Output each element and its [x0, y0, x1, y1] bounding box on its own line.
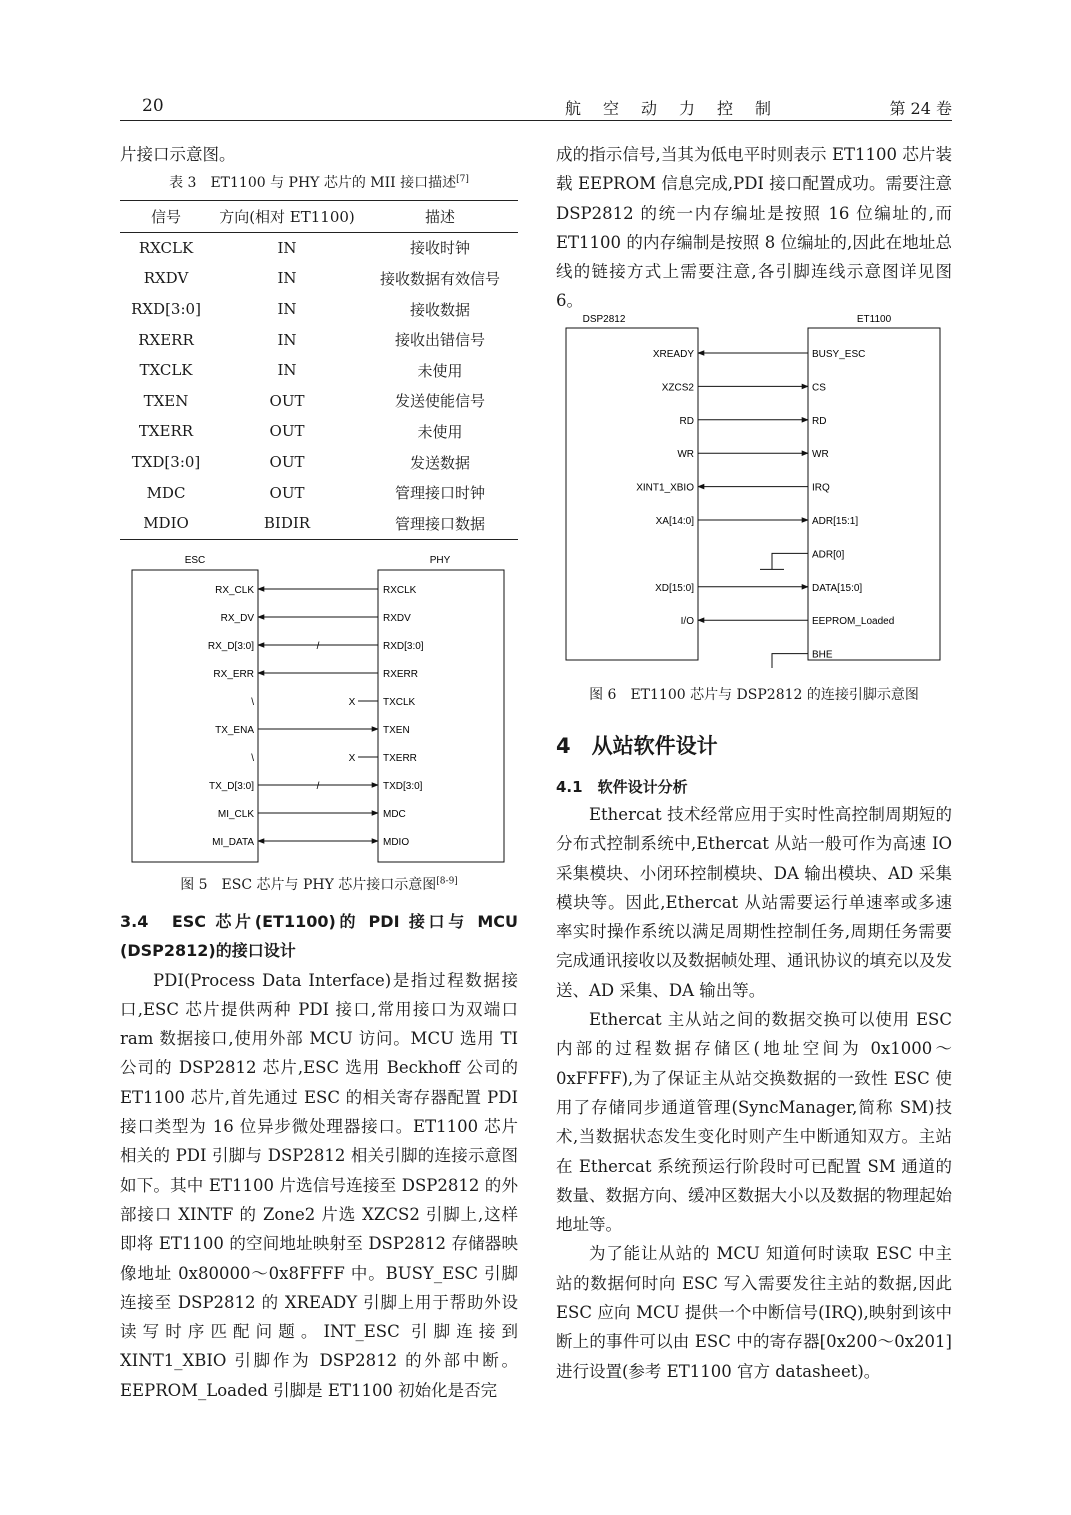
fig6-et-pin-label: ADR[15:1] [812, 516, 859, 527]
table-row [120, 447, 518, 478]
table-cell: 管理接口时钟 [394, 484, 485, 503]
table-cell: RXDV [143, 269, 189, 288]
fig6-ground-symbol [760, 553, 808, 569]
fig6-dsp-box [566, 328, 698, 660]
fig5-nc-mark: X [348, 697, 356, 708]
table-body [120, 232, 518, 539]
running-header [120, 96, 952, 121]
table-cell: TXEN [143, 391, 189, 410]
table-cell: 发送数据 [409, 453, 470, 472]
section-3-4-heading-line1: 3.4 ESC 芯片(ET1100)的 PDI 接口与 MCU [120, 912, 518, 931]
fig6-et-pin-label: BHE [812, 649, 833, 661]
fig5-phy-pin-label: TXCLK [383, 697, 416, 708]
table-cell: MDIO [143, 514, 189, 533]
fig6-dsp-pin-label: XZCS2 [661, 382, 694, 394]
section-3-4-heading-line2: (DSP2812)的接口设计 [120, 941, 296, 961]
fig5-esc-pin-label: \ [251, 753, 254, 764]
fig5-phy-pin-label: RXCLK [383, 585, 417, 596]
table-cell: OUT [269, 391, 305, 410]
table-cell: 接收数据 [409, 300, 470, 319]
fig6-dsp-pin-label: RD [679, 415, 694, 427]
section-4-1-heading: 4.1 软件设计分析 [556, 778, 688, 796]
fig5-esc-pin-label: RX_ERR [213, 669, 254, 680]
table-cell: 未使用 [417, 422, 463, 441]
journal-title: 航空动力控制 [565, 99, 794, 118]
fig6-et-pin-label: DATA[15:0] [812, 582, 863, 594]
table-cell: RXCLK [138, 238, 194, 257]
table-cell: 接收数据有效信号 [379, 269, 500, 288]
fig5-esc-pin-label: MI_CLK [217, 809, 254, 820]
table-cell: MDC [146, 483, 186, 502]
fig6-ground-symbol [760, 654, 808, 668]
table-cell: 发送使能信号 [394, 392, 485, 411]
fig5-phy-pin-label: RXD[3:0] [383, 641, 424, 652]
table-cell: BIDIR [263, 514, 311, 533]
volume-label: 第 24 卷 [889, 99, 952, 118]
table-cell: IN [277, 238, 297, 257]
fig5-phy-pin-label: TXEN [383, 725, 410, 736]
fig5-phy-pin-label: TXD[3:0] [383, 781, 423, 792]
table3 [120, 200, 518, 540]
table-cell: IN [277, 300, 297, 319]
fig5-esc-pin-label: TX_D[3:0] [208, 781, 254, 792]
fig6-et-pin-label: IRQ [812, 482, 830, 494]
fig5-esc-title: ESC [184, 555, 206, 566]
left-intro: 片接口示意图。 [120, 145, 236, 164]
fig6-et-pin-label: WR [812, 449, 829, 461]
table3-caption: 表 3 ET1100 与 PHY 芯片的 MII 接口描述[7] [169, 174, 469, 191]
section-4-1-paragraph-3: 为了能让从站的 MCU 知道何时读取 ESC 中主站的数据何时向 ESC 写入需要发往主站的数据,因此 ESC 应向 MCU 提供一个中断信号(IRQ),映射到该中断上的事件可以由 ESC 中的寄存器[0x200～0x201]进行设置(参考 ET1100 官方 datasheet)。 [556, 1244, 952, 1381]
table-row [120, 324, 518, 355]
fig6-dsp-pin-label: XD[15:0] [655, 582, 694, 594]
table-cell: IN [277, 269, 297, 288]
section-4-1-paragraph-1: Ethercat 技术经常应用于实时性高控制周期短的分布式控制系统中,Ethercat 从站一般可作为高速 IO 采集模块、小闭环控制模块、DA 输出模块、AD 采集模块等。因此,Ethercat 从站需要运行单速率或多速率实时操作系统以满足周期性控制任务,周期任务需要完成通讯接收以及数据帧处理、通讯协议的填充以及发送、AD 采集、DA 输出等。 [556, 805, 952, 1000]
table-cell: 管理接口数据 [394, 514, 485, 533]
fig6-dsp-pin-label: XINT1_XBIO [636, 482, 694, 494]
table-header-row [120, 201, 518, 233]
table-cell: TXERR [138, 422, 194, 441]
fig5-nc-mark: X [348, 753, 356, 764]
table-row [120, 477, 518, 508]
fig6-dsp-pin-label: I/O [680, 616, 694, 628]
fig6-et-pin-label: ADR[0] [812, 549, 845, 561]
fig6-et-pin-label: RD [812, 415, 827, 427]
fig6-et-pin-label: EEPROM_Loaded [812, 616, 895, 628]
fig5-bus-mark: / [316, 781, 320, 792]
table-cell: OUT [269, 483, 305, 502]
fig5-phy-pin-label: TXERR [383, 753, 417, 764]
table-header-cell: 方向(相对 ET1100) [219, 207, 355, 226]
fig5-phy-pin-label: RXDV [383, 613, 411, 624]
fig6-et-title: ET1100 [856, 314, 892, 325]
table-row [120, 386, 518, 417]
table-row [120, 355, 518, 386]
figure6-caption: 图 6 ET1100 芯片与 DSP2812 的连接引脚示意图 [589, 687, 919, 703]
table-row [120, 416, 518, 447]
fig5-esc-pin-label: \ [251, 697, 254, 708]
fig5-phy-pin-label: MDIO [383, 837, 410, 848]
fig6-dsp-title: DSP2812 [582, 314, 626, 325]
table-cell: 接收出错信号 [394, 331, 485, 350]
section-4-heading: 4 从站软件设计 [556, 734, 718, 758]
fig5-esc-pin-label: RX_CLK [215, 585, 254, 596]
table-row [120, 294, 518, 325]
figure6-diagram [556, 308, 952, 668]
section-3-4-paragraph: PDI(Process Data Interface)是指过程数据接口,ESC 芯片提供两种 PDI 接口,常用接口为双端口 ram 数据接口,使用外部 MCU 访问。MCU 选用 TI 公司的 DSP2812 芯片,ESC 选用 Beckhoff 公司的 ET1100 芯片,首先通过 ESC 的相关寄存器配置 PDI 接口类型为 16 位异步微处理器接口。ET1100 芯片相关的 PDI 引脚与 DSP2812 相关引脚的连接示意图如下。其中 ET1100 片选信号连接至 DSP2812 的外部接口 XINTF 的 Zone2 片选 XZCS2 引脚上,这样即将 ET1100 的空间地址映射至 DSP2812 存储器映像地址 0x80000～0x8FFFF 中。BUSY_ESC 引脚连接至 DSP2812 的 XREADY 引脚上用于帮助外设读写时序匹配问题。INT_ESC 引脚连接到 XINT1_XBIO 引脚作为 DSP2812 的外部中断。EEPROM_Loaded 引脚是 ET1100 初始化是否完 [120, 970, 518, 1400]
table-cell: IN [277, 330, 297, 349]
fig6-et-pin-label: CS [812, 382, 826, 394]
table-cell: 接收时钟 [409, 239, 470, 258]
table-cell: RXD[3:0] [131, 300, 201, 319]
fig5-esc-pin-label: MI_DATA [212, 837, 254, 848]
fig5-esc-pin-label: TX_ENA [215, 725, 254, 736]
fig6-dsp-pin-label: WR [677, 449, 694, 461]
table-header-cell: 描述 [424, 207, 455, 226]
fig6-et-box [808, 328, 940, 660]
right-intro: 成的指示信号,当其为低电平时则表示 ET1100 芯片装载 EEPROM 信息完成,PDI 接口配置成功。需要注意 DSP2812 的统一内存编址是按照 16 位编址的,而 ET1100 的内存编制是按照 8 位编址的,因此在地址总线的链接方式上需要注意,各引脚连线示意图详见图 6。 [556, 145, 952, 311]
figure5-caption: 图 5 ESC 芯片与 PHY 芯片接口示意图[8-9] [180, 876, 458, 893]
table-row [120, 508, 518, 539]
fig6-et-pin-label: BUSY_ESC [812, 349, 866, 360]
section-4-1-paragraph-2: Ethercat 主从站之间的数据交换可以使用 ESC 内部的过程数据存储区(地址空间为 0x1000～0xFFFF),为了保证主从站交换数据的一致性 ESC 使用了存储同步通道管理(SyncManager,简称 SM)技术,当数据状态发生变化时则产生中断通知双方。主站在 Ethercat 系统预运行阶段时可已配置 SM 通道的数量、数据方向、缓冲区数据大小以及数据的物理起始地址等。 [556, 1010, 952, 1235]
table-cell: OUT [269, 422, 305, 441]
section-4-1 [556, 774, 952, 1386]
fig5-esc-pin-label: RX_DV [220, 613, 254, 624]
table-cell: TXD[3:0] [131, 453, 201, 472]
fig6-dsp-pin-label: XA[14:0] [655, 516, 694, 527]
fig5-phy-title: PHY [429, 555, 451, 566]
fig5-esc-pin-label: RX_D[3:0] [207, 641, 254, 652]
fig6-dsp-pin-label: XREADY [652, 349, 694, 360]
table-row [120, 232, 518, 263]
table-row [120, 263, 518, 294]
page-number: 20 [142, 96, 164, 116]
fig5-bus-mark: / [316, 641, 320, 652]
fig5-phy-pin-label: RXERR [383, 669, 419, 680]
table-cell: TXCLK [139, 361, 193, 380]
section-3-4 [120, 907, 518, 1405]
figure5-diagram [120, 548, 520, 868]
table-cell: IN [277, 361, 297, 380]
table-cell: RXERR [138, 330, 194, 349]
fig5-phy-pin-label: MDC [383, 809, 406, 820]
table-cell: 未使用 [417, 361, 463, 380]
table-cell: OUT [269, 453, 305, 472]
table-header-cell: 信号 [150, 207, 181, 226]
